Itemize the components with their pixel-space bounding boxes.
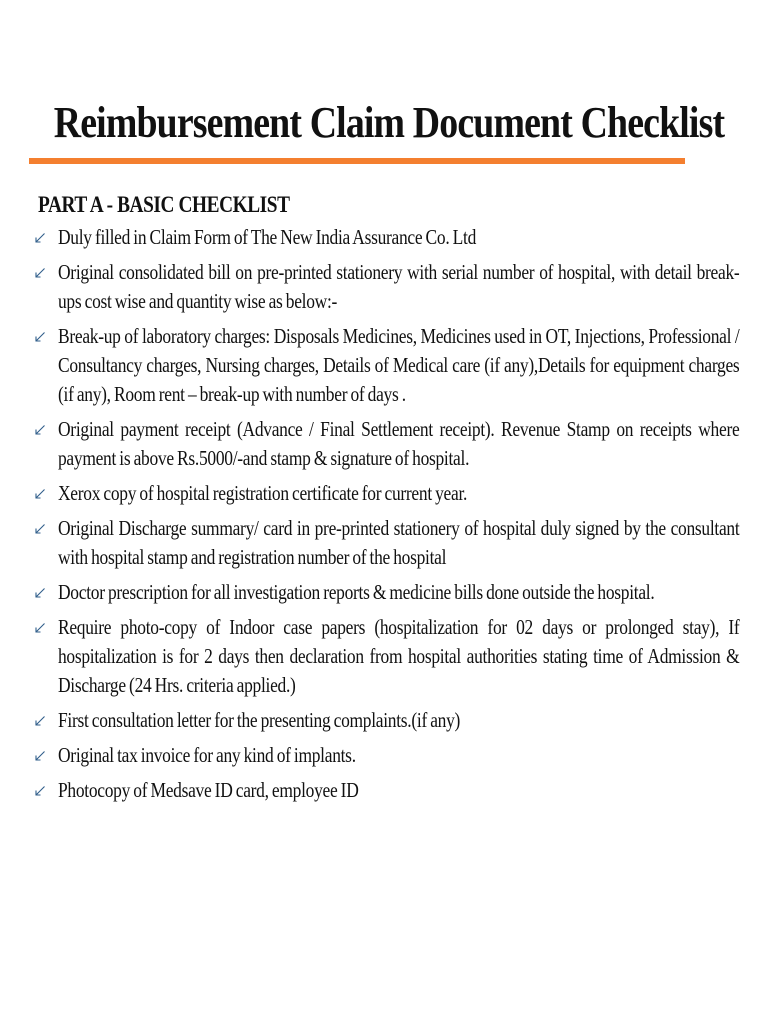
arrow-down-left-icon: [34, 267, 46, 279]
arrow-down-left-icon: [34, 523, 46, 535]
arrow-down-left-icon: [34, 715, 46, 727]
checklist-item: [38, 706, 740, 735]
checklist-item-text: Original payment receipt (Advance / Final Settlement receipt). Revenue Stamp on receipts where payment is above Rs.5000/-and stamp & signature of hospital.: [58, 417, 740, 470]
checklist-item-text: Original Discharge summary/ card in pre-printed stationery of hospital duly signed by the consultant with hospital stamp and registration number of the hospital: [58, 516, 740, 569]
section-title: PART A - BASIC CHECKLIST: [38, 192, 290, 217]
checklist-item-text: Xerox copy of hospital registration certificate for current year.: [58, 481, 468, 505]
checklist-section: [38, 189, 740, 811]
checklist-item: [38, 479, 740, 508]
checklist-item-text: Doctor prescription for all investigation reports & medicine bills done outside the hospital.: [58, 580, 655, 604]
checklist-item: [38, 322, 740, 409]
checklist-item-text: Require photo-copy of Indoor case papers (hospitalization for 02 days or prolonged stay), If hospitalization is for 2 days then declaration from hospital authorities stating time of Admission & Discharge (24 Hrs. criteria applied.): [58, 615, 740, 697]
arrow-down-left-icon: [34, 331, 46, 343]
title-divider: [29, 158, 685, 164]
checklist-item-text: Original consolidated bill on pre-printed stationery with serial number of hospital, with detail break-ups cost wise and quantity wise as below:-: [58, 260, 740, 313]
checklist-item: [38, 223, 740, 252]
arrow-down-left-icon: [34, 785, 46, 797]
checklist-item: [38, 776, 740, 805]
page-title: Reimbursement Claim Document Checklist: [53, 98, 725, 148]
checklist-item: [38, 578, 740, 607]
arrow-down-left-icon: [34, 488, 46, 500]
arrow-down-left-icon: [34, 424, 46, 436]
checklist-item: [38, 258, 740, 316]
arrow-down-left-icon: [34, 750, 46, 762]
checklist-item-text: First consultation letter for the presenting complaints.(if any): [58, 708, 461, 732]
checklist-item-text: Break-up of laboratory charges: Disposals Medicines, Medicines used in OT, Injections, Professional / Consultancy charges, Nursing charges, Details of Medical care (if any),Details for equipment charges (if any), Room rent – break-up with number of days .: [58, 324, 740, 406]
checklist-item: [38, 741, 740, 770]
checklist-item: [38, 415, 740, 473]
arrow-down-left-icon: [34, 232, 46, 244]
checklist-item: [38, 514, 740, 572]
arrow-down-left-icon: [34, 622, 46, 634]
checklist-item-text: Original tax invoice for any kind of implants.: [58, 743, 356, 767]
checklist-item-text: Duly filled in Claim Form of The New India Assurance Co. Ltd: [58, 225, 477, 249]
checklist-item: [38, 613, 740, 700]
arrow-down-left-icon: [34, 587, 46, 599]
checklist: [38, 223, 740, 805]
checklist-item-text: Photocopy of Medsave ID card, employee ID: [58, 778, 359, 802]
